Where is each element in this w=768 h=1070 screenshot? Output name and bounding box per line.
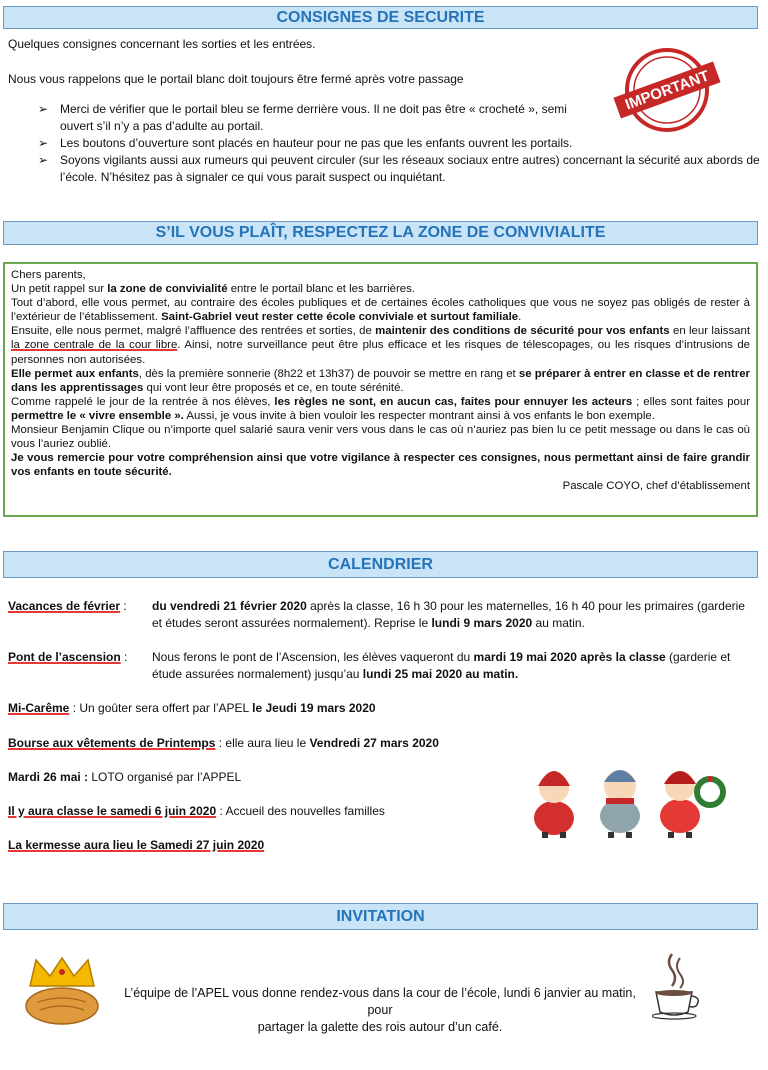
invitation-line-2: partager la galette des rois autour d’un café. xyxy=(257,1020,503,1034)
invitation-text xyxy=(110,985,650,1036)
section-title-securite: CONSIGNES DE SECURITE xyxy=(276,9,485,26)
paragraph: Elle permet aux enfants, dès la première sonnerie (8h22 et 13h37) de pouvoir se mettre en rang et se préparer à entrer en classe et de rentrer dans les apprentissages qui vont leur être proposés et ce, en toute sérénité. xyxy=(11,367,750,394)
section-banner-securite xyxy=(3,6,758,29)
paragraph: Ensuite, elle nous permet, malgré l’affluence des rentrées et sorties, de maintenir des conditions de sécurité pour vos enfants en leur laissant la zone centrale de la cour libre. Ainsi, notre surveillance peut être plus efficace et les risques de télescopages, ou les risques d’intrusions de personnes non autorisées. xyxy=(11,325,751,366)
calendar-text-pont: Nous ferons le pont de l’Ascension, les élèves vaqueront du mardi 19 mai 2020 après la classe (garderie et étude assurées normalement) jusqu’au lundi 25 mai 2020 au matin. xyxy=(152,650,731,681)
stamp-text: IMPORTANT xyxy=(622,67,712,114)
calendar-item-kermesse: La kermesse aura lieu le Samedi 27 juin 2020 xyxy=(8,838,265,852)
paragraph: Monsieur Benjamin Clique ou n’importe quel salarié saura venir vers vous dans le cas où n’auriez pas bien lu ce petit message ou dans le cas où vous l’auriez oublié. xyxy=(11,424,750,451)
paragraph: Un petit rappel sur la zone de convivialité entre le portail blanc et les barrières. xyxy=(11,283,415,296)
convivialite-message-box xyxy=(3,262,758,517)
securite-intro: Quelques consignes concernant les sorties et les entrées. xyxy=(8,37,316,51)
paragraph: Tout d’abord, elle vous permet, au contraire des écoles publiques et de certaines écoles catholiques que vous ne soyez pas obligés de rester à l’extérieur de l’établissement. Saint-Gabriel veut rester cette école conviviale et surtout familiale. xyxy=(11,297,750,324)
greeting: Chers parents, xyxy=(11,269,86,281)
section-title-invitation: INVITATION xyxy=(336,908,425,925)
calendar-label-vacances: Vacances de février : xyxy=(8,599,127,613)
calendar-item-loto: Mardi 26 mai : LOTO organisé par l’APPEL xyxy=(8,770,242,784)
calendar-text-vacances: du vendredi 21 février 2020 après la classe, 16 h 30 pour les maternelles, 16 h 40 pour les primaires (garderie et études seront assurées normalement). Reprise le lundi 9 mars 2020 au matin. xyxy=(152,599,745,630)
calendar-item-classe: Il y aura classe le samedi 6 juin 2020 : Accueil des nouvelles familles xyxy=(8,804,385,818)
calendar-label-pont: Pont de l’ascension : xyxy=(8,650,128,664)
list-item: ➢ Les boutons d’ouverture sont placés en hauteur pour ne pas que les enfants ouvrent les portails. xyxy=(38,136,573,150)
securite-bullet-list xyxy=(38,101,760,186)
securite-rappel: Nous vous rappelons que le portail blanc doit toujours être fermé après votre passage xyxy=(8,72,464,86)
arrow-bullet-icon: ➢ xyxy=(38,153,49,167)
list-item: ➢ Merci de vérifier que le portail bleu se ferme derrière vous. Il ne doit pas être « crocheté », semi ouvert s’il n’y a pas d’adulte au portail. xyxy=(38,102,567,133)
section-banner-calendrier xyxy=(3,551,758,578)
section-title-calendrier: CALENDRIER xyxy=(328,556,433,573)
important-stamp-icon xyxy=(612,42,722,137)
arrow-bullet-icon: ➢ xyxy=(38,136,49,150)
signature: Pascale COYO, chef d’établissement xyxy=(562,480,750,493)
children-illustration xyxy=(520,748,728,840)
calendar-item-bourse: Bourse aux vêtements de Printemps : elle aura lieu le Vendredi 27 mars 2020 xyxy=(8,736,439,750)
arrow-bullet-icon: ➢ xyxy=(38,102,49,116)
section-title-convivialite: S’IL VOUS PLAÎT, RESPECTEZ LA ZONE DE CONVIVIALITE xyxy=(155,224,606,241)
coffee-cup-icon xyxy=(652,948,704,1020)
calendar-item-careme: Mi-Carême : Un goûter sera offert par l’APEL le Jeudi 19 mars 2020 xyxy=(8,701,376,715)
list-item: ➢ Soyons vigilants aussi aux rumeurs qui peuvent circuler (sur les réseaux sociaux entre autres) concernant la sécurité aux abords de l’école. N’hésitez pas à signaler ce qui vous parait suspect ou inquiétant. xyxy=(38,153,760,184)
invitation-line-1: L’équipe de l’APEL vous donne rendez-vous dans la cour de l’école, lundi 6 janvier au matin, pour xyxy=(124,986,636,1017)
paragraph: Je vous remercie pour votre compréhension ainsi que votre vigilance à respecter ces consignes, nous permettant ainsi de faire grandir vos enfants en toute sécurité. xyxy=(11,452,750,479)
galette-crown-icon xyxy=(22,954,102,1028)
section-banner-convivialite xyxy=(3,221,758,245)
paragraph: Comme rappelé le jour de la rentrée à nos élèves, les règles ne sont, en aucun cas, faites pour ennuyer les acteurs ; elles sont faites pour permettre le « vivre ensemble ». Aussi, je vous invite à bien vouloir les respecter montrant ainsi à vos enfants le bon exemple. xyxy=(11,395,751,422)
section-banner-invitation xyxy=(3,903,758,930)
